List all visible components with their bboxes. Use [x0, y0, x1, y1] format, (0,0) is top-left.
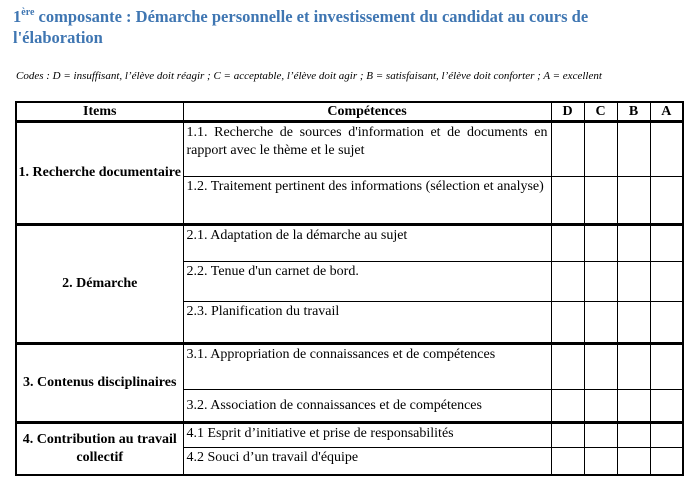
table-row [16, 225, 683, 262]
mark-cell-c[interactable] [584, 122, 617, 177]
mark-cell-d[interactable] [551, 262, 584, 302]
competence-cell: 2.1. Adaptation de la démarche au sujet [183, 225, 551, 262]
mark-cell-c[interactable] [584, 225, 617, 262]
mark-cell-a[interactable] [650, 344, 683, 390]
mark-cell-b[interactable] [617, 262, 650, 302]
mark-cell-c[interactable] [584, 177, 617, 225]
mark-cell-b[interactable] [617, 344, 650, 390]
competence-cell: 4.2 Souci d’un travail d'équipe [183, 448, 551, 476]
codes-legend: Codes : D = insuffisant, l’élève doit réagir ; C = acceptable, l’élève doit agir ; B = satisfaisant, l’élève doit conforter ; A = excellent [16, 70, 602, 82]
item-cell: 1. Recherche documentaire [16, 122, 183, 225]
competence-cell: 4.1 Esprit d’initiative et prise de responsabilités [183, 423, 551, 448]
mark-cell-d[interactable] [551, 122, 584, 177]
competence-cell: 1.2. Traitement pertinent des informations (sélection et analyse) [183, 177, 551, 225]
mark-cell-d[interactable] [551, 423, 584, 448]
mark-cell-a[interactable] [650, 225, 683, 262]
competence-cell: 3.2. Association de connaissances et de compétences [183, 390, 551, 423]
mark-cell-c[interactable] [584, 423, 617, 448]
competence-cell: 2.2. Tenue d'un carnet de bord. [183, 262, 551, 302]
header-d: D [551, 102, 584, 122]
mark-cell-d[interactable] [551, 448, 584, 476]
table-header-row [16, 102, 683, 122]
title-text: composante : Démarche personnelle et investissement du candidat au cours de l'élaboration [13, 7, 589, 47]
mark-cell-a[interactable] [650, 448, 683, 476]
mark-cell-b[interactable] [617, 177, 650, 225]
mark-cell-c[interactable] [584, 390, 617, 423]
mark-cell-c[interactable] [584, 302, 617, 344]
item-cell: 3. Contenus disciplinaires [16, 344, 183, 423]
mark-cell-b[interactable] [617, 423, 650, 448]
mark-cell-a[interactable] [650, 262, 683, 302]
mark-cell-a[interactable] [650, 423, 683, 448]
mark-cell-b[interactable] [617, 302, 650, 344]
item-cell: 4. Contribution au travail collectif [16, 423, 183, 476]
title-ordinal-number: 1 [13, 7, 22, 26]
mark-cell-b[interactable] [617, 225, 650, 262]
mark-cell-d[interactable] [551, 390, 584, 423]
table-row [16, 122, 683, 177]
mark-cell-a[interactable] [650, 390, 683, 423]
mark-cell-a[interactable] [650, 177, 683, 225]
table-row [16, 423, 683, 448]
mark-cell-d[interactable] [551, 344, 584, 390]
mark-cell-a[interactable] [650, 122, 683, 177]
mark-cell-a[interactable] [650, 302, 683, 344]
table-row [16, 344, 683, 390]
title-ordinal-suffix: ère [21, 7, 35, 18]
mark-cell-d[interactable] [551, 302, 584, 344]
header-c: C [584, 102, 617, 122]
mark-cell-c[interactable] [584, 344, 617, 390]
mark-cell-c[interactable] [584, 262, 617, 302]
header-a: A [650, 102, 683, 122]
competence-cell: 3.1. Appropriation de connaissances et de compétences [183, 344, 551, 390]
section-title [13, 6, 653, 48]
mark-cell-b[interactable] [617, 448, 650, 476]
header-competences: Compétences [183, 102, 551, 122]
competence-cell: 1.1. Recherche de sources d'information et de documents en rapport avec le thème et le sujet [183, 122, 551, 177]
mark-cell-b[interactable] [617, 390, 650, 423]
header-b: B [617, 102, 650, 122]
mark-cell-c[interactable] [584, 448, 617, 476]
mark-cell-b[interactable] [617, 122, 650, 177]
header-items: Items [16, 102, 183, 122]
item-cell: 2. Démarche [16, 225, 183, 344]
evaluation-table [15, 101, 684, 476]
mark-cell-d[interactable] [551, 177, 584, 225]
mark-cell-d[interactable] [551, 225, 584, 262]
competence-cell: 2.3. Planification du travail [183, 302, 551, 344]
